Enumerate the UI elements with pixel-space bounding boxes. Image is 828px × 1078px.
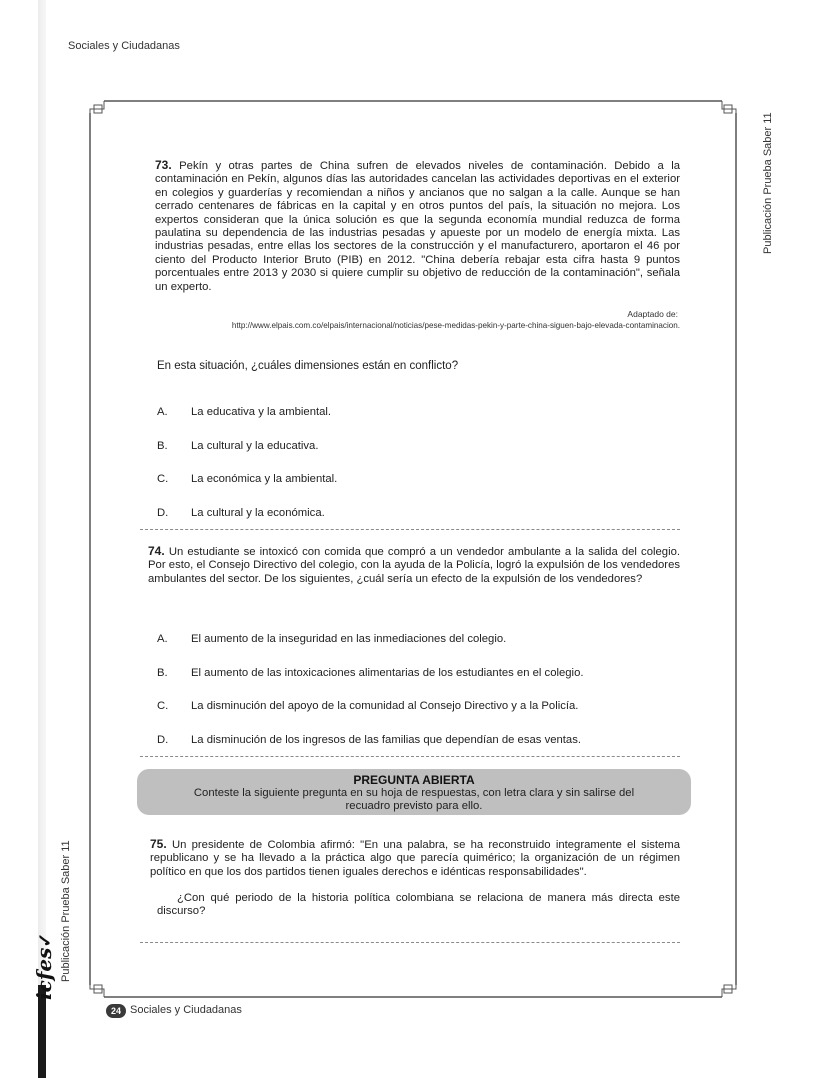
- open-question-banner: [137, 769, 691, 815]
- side-label-right: Publicación Prueba Saber 11: [762, 112, 774, 254]
- header-section-title: Sociales y Ciudadanas: [68, 40, 180, 52]
- source-url: http://www.elpais.com.co/elpais/internacional/noticias/pese-medidas-pekin-y-parte-china-siguen-bajo-elevada-contaminacion.: [231, 321, 680, 330]
- banner-title: PREGUNTA ABIERTA: [353, 773, 475, 787]
- question-75-passage: [150, 838, 680, 879]
- side-label-left: Publicación Prueba Saber 11: [60, 840, 72, 982]
- question-number: 75.: [150, 837, 167, 851]
- option-text: La económica y la ambiental.: [191, 473, 338, 485]
- option-text: La cultural y la económica.: [191, 507, 325, 519]
- question-74-passage: [148, 545, 680, 586]
- question-number: 74.: [148, 544, 165, 558]
- footer-section-title: Sociales y Ciudadanas: [130, 1004, 242, 1016]
- question-text: Un estudiante se intoxicó con comida que compró a un vendedor ambulante a la salida del colegio. Por esto, el Consejo Directivo del colegio, con la ayuda de la Policía, logró la expulsión de los vendedores ambulantes del sector. De los siguientes, ¿cuál sería un efecto de la expulsión de los vendedores?: [148, 546, 680, 585]
- source-label: Adaptado de:: [627, 309, 678, 319]
- option-c[interactable]: [157, 700, 578, 712]
- option-d[interactable]: [157, 734, 581, 746]
- option-letter: B.: [157, 667, 168, 679]
- option-text: El aumento de la inseguridad en las inmediaciones del colegio.: [191, 633, 507, 645]
- option-text: La disminución del apoyo de la comunidad al Consejo Directivo y a la Policía.: [191, 700, 579, 712]
- option-text: La disminución de los ingresos de las familias que dependían de esas ventas.: [191, 734, 581, 746]
- option-letter: B.: [157, 440, 168, 452]
- option-d[interactable]: [157, 507, 325, 519]
- check-icon: ✓: [35, 932, 56, 948]
- divider: [140, 529, 680, 530]
- option-letter: C.: [157, 473, 169, 485]
- option-b[interactable]: [157, 667, 583, 679]
- question-text: Un presidente de Colombia afirmó: "En una palabra, se ha reconstruido integramente el sistema republicano y se ha llevado a la práctica algo que parecía quimérico; la organización de un régimen político en que los dos partidos tienen iguales derechos e idénticas responsabilidades".: [150, 839, 680, 878]
- divider: [140, 756, 680, 757]
- divider: [140, 942, 680, 943]
- question-number: 73.: [155, 158, 172, 172]
- page-number-badge: 24: [106, 1004, 126, 1018]
- option-letter: D.: [157, 734, 169, 746]
- question-73-stem: En esta situación, ¿cuáles dimensiones están en conflicto?: [157, 360, 459, 372]
- option-c[interactable]: [157, 473, 337, 485]
- option-text: El aumento de las intoxicaciones alimentarias de los estudiantes en el colegio.: [191, 667, 584, 679]
- banner-body: Conteste la siguiente pregunta en su hoja de respuestas, con letra clara y sin salirse del recuadro previsto para ello.: [193, 787, 635, 812]
- option-text: La educativa y la ambiental.: [191, 406, 332, 418]
- question-73-passage: [155, 159, 680, 294]
- option-text: La cultural y la educativa.: [191, 440, 319, 452]
- question-75-stem: ¿Con qué periodo de la historia política colombiana se relaciona de manera más directa este discurso?: [157, 892, 680, 918]
- option-letter: A.: [157, 406, 168, 418]
- question-text: Pekín y otras partes de China sufren de elevados niveles de contaminación. Debido a la contaminación en Pekín, algunos días las autoridades cancelan las actividades deportivas en el exterior en colegios y guarderías y recomiendan a niños y ancianos que no salgan a la calle. Aunque se han cerrado centenares de fábricas en la capital y en otros puntos del país, la situación no mejora. Los expertos consideran que la única solución es que la segunda economía mundial reduzca de forma paulatina su dependencia de las industrias pesadas y apueste por un modelo de energía mixta. Las industrias pesadas, entre ellas los sectores de la construcción y el manufacturero, aportaron el 46 por ciento del Producto Interior Bruto (PIB) en 2012. "China debería rebajar esta cifra hasta 9 puntos porcentuales entre 2013 y 2030 si quiere cumplir su objetivo de reducción de la contaminación", señala un experto.: [155, 160, 681, 293]
- option-a[interactable]: [157, 633, 506, 645]
- logo-text: icfes: [32, 947, 56, 1000]
- option-letter: A.: [157, 633, 168, 645]
- option-a[interactable]: [157, 406, 331, 418]
- option-letter: C.: [157, 700, 169, 712]
- option-b[interactable]: [157, 440, 318, 452]
- option-letter: D.: [157, 507, 169, 519]
